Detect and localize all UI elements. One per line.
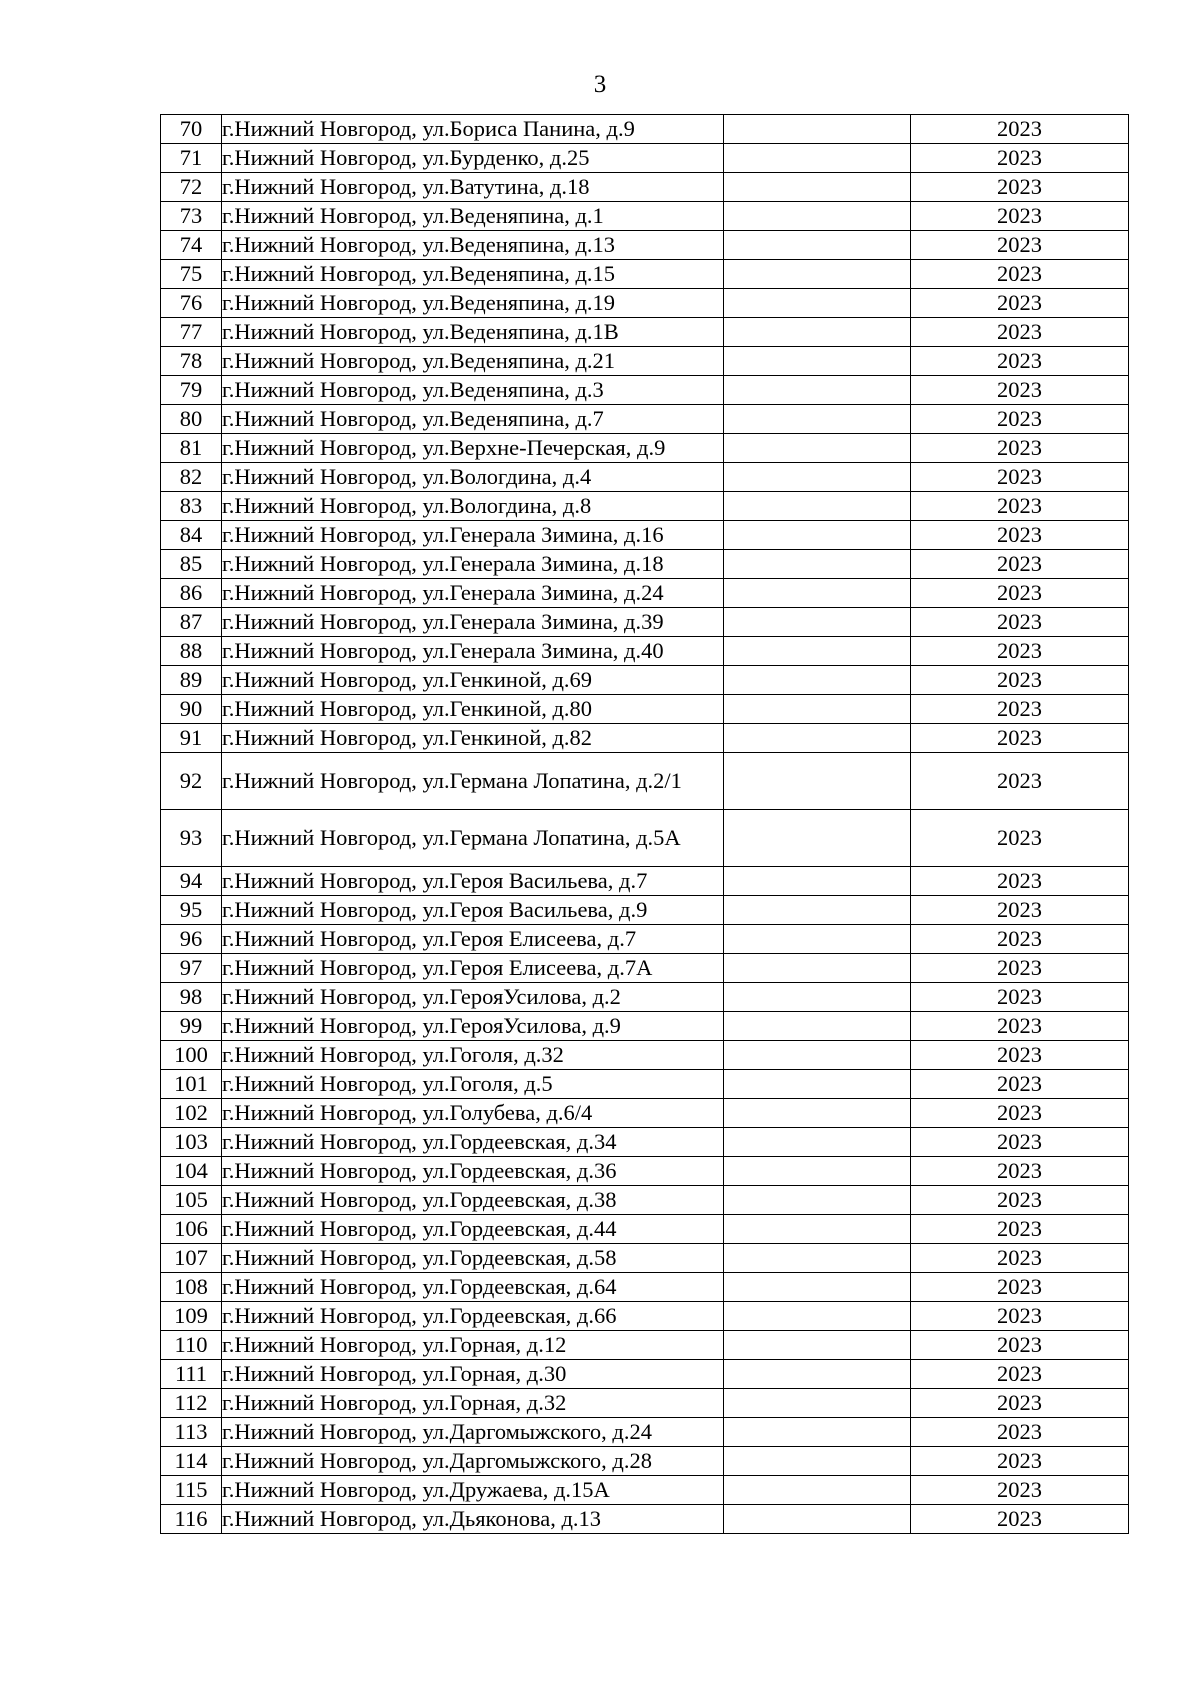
row-year: 2023 xyxy=(911,376,1129,405)
row-number: 90 xyxy=(161,695,222,724)
row-empty-cell xyxy=(724,896,911,925)
row-address: г.Нижний Новгород, ул.Гордеевская, д.36 xyxy=(222,1157,724,1186)
row-year: 2023 xyxy=(911,347,1129,376)
row-empty-cell xyxy=(724,1041,911,1070)
row-number: 93 xyxy=(161,810,222,867)
row-address: г.Нижний Новгород, ул.Генерала Зимина, д.24 xyxy=(222,579,724,608)
row-address: г.Нижний Новгород, ул.Веденяпина, д.19 xyxy=(222,289,724,318)
row-number: 92 xyxy=(161,753,222,810)
row-number: 73 xyxy=(161,202,222,231)
table-row xyxy=(161,231,1129,260)
row-address: г.Нижний Новгород, ул.Германа Лопатина, д.2/1 xyxy=(222,753,724,810)
table-row xyxy=(161,1070,1129,1099)
table-row xyxy=(161,1505,1129,1534)
row-year: 2023 xyxy=(911,1302,1129,1331)
row-year: 2023 xyxy=(911,1505,1129,1534)
table-row xyxy=(161,1012,1129,1041)
row-number: 111 xyxy=(161,1360,222,1389)
table-row xyxy=(161,896,1129,925)
row-empty-cell xyxy=(724,724,911,753)
row-address: г.Нижний Новгород, ул.Бурденко, д.25 xyxy=(222,144,724,173)
table-row xyxy=(161,925,1129,954)
table-row xyxy=(161,983,1129,1012)
table-body xyxy=(161,115,1129,1534)
row-address: г.Нижний Новгород, ул.Даргомыжского, д.24 xyxy=(222,1418,724,1447)
row-empty-cell xyxy=(724,521,911,550)
row-year: 2023 xyxy=(911,434,1129,463)
row-year: 2023 xyxy=(911,608,1129,637)
row-number: 76 xyxy=(161,289,222,318)
table-row xyxy=(161,1331,1129,1360)
row-empty-cell xyxy=(724,550,911,579)
row-number: 114 xyxy=(161,1447,222,1476)
row-address: г.Нижний Новгород, ул.Верхне-Печерская, д.9 xyxy=(222,434,724,463)
row-number: 82 xyxy=(161,463,222,492)
row-empty-cell xyxy=(724,1128,911,1157)
table-row xyxy=(161,954,1129,983)
table-row xyxy=(161,1476,1129,1505)
row-year: 2023 xyxy=(911,202,1129,231)
row-year: 2023 xyxy=(911,1070,1129,1099)
row-empty-cell xyxy=(724,983,911,1012)
row-address: г.Нижний Новгород, ул.Гордеевская, д.38 xyxy=(222,1186,724,1215)
row-number: 86 xyxy=(161,579,222,608)
row-empty-cell xyxy=(724,1186,911,1215)
row-empty-cell xyxy=(724,289,911,318)
row-number: 96 xyxy=(161,925,222,954)
row-empty-cell xyxy=(724,115,911,144)
row-empty-cell xyxy=(724,173,911,202)
row-empty-cell xyxy=(724,954,911,983)
row-year: 2023 xyxy=(911,463,1129,492)
row-number: 102 xyxy=(161,1099,222,1128)
row-number: 98 xyxy=(161,983,222,1012)
row-year: 2023 xyxy=(911,637,1129,666)
row-address: г.Нижний Новгород, ул.Героя Васильева, д.9 xyxy=(222,896,724,925)
row-empty-cell xyxy=(724,1215,911,1244)
row-address: г.Нижний Новгород, ул.Генерала Зимина, д.16 xyxy=(222,521,724,550)
row-empty-cell xyxy=(724,144,911,173)
row-empty-cell xyxy=(724,1447,911,1476)
row-number: 84 xyxy=(161,521,222,550)
row-number: 104 xyxy=(161,1157,222,1186)
row-number: 79 xyxy=(161,376,222,405)
row-year: 2023 xyxy=(911,695,1129,724)
row-empty-cell xyxy=(724,463,911,492)
row-number: 112 xyxy=(161,1389,222,1418)
row-number: 71 xyxy=(161,144,222,173)
table-row xyxy=(161,173,1129,202)
row-empty-cell xyxy=(724,695,911,724)
row-empty-cell xyxy=(724,492,911,521)
row-address: г.Нижний Новгород, ул.ГерояУсилова, д.9 xyxy=(222,1012,724,1041)
page-number: 3 xyxy=(593,71,607,98)
row-address: г.Нижний Новгород, ул.Дружаева, д.15А xyxy=(222,1476,724,1505)
row-number: 100 xyxy=(161,1041,222,1070)
row-address: г.Нижний Новгород, ул.Ватутина, д.18 xyxy=(222,173,724,202)
row-address: г.Нижний Новгород, ул.Героя Васильева, д.7 xyxy=(222,867,724,896)
row-year: 2023 xyxy=(911,1273,1129,1302)
row-year: 2023 xyxy=(911,1476,1129,1505)
row-year: 2023 xyxy=(911,896,1129,925)
row-year: 2023 xyxy=(911,810,1129,867)
row-year: 2023 xyxy=(911,492,1129,521)
row-number: 108 xyxy=(161,1273,222,1302)
row-year: 2023 xyxy=(911,260,1129,289)
row-empty-cell xyxy=(724,1331,911,1360)
row-number: 83 xyxy=(161,492,222,521)
row-year: 2023 xyxy=(911,115,1129,144)
row-year: 2023 xyxy=(911,405,1129,434)
table-row xyxy=(161,695,1129,724)
table-row xyxy=(161,1128,1129,1157)
row-empty-cell xyxy=(724,637,911,666)
row-empty-cell xyxy=(724,1476,911,1505)
row-number: 103 xyxy=(161,1128,222,1157)
table-row xyxy=(161,521,1129,550)
row-year: 2023 xyxy=(911,753,1129,810)
row-empty-cell xyxy=(724,810,911,867)
row-empty-cell xyxy=(724,405,911,434)
row-year: 2023 xyxy=(911,1418,1129,1447)
row-address: г.Нижний Новгород, ул.Голубева, д.6/4 xyxy=(222,1099,724,1128)
row-empty-cell xyxy=(724,666,911,695)
row-number: 78 xyxy=(161,347,222,376)
row-address: г.Нижний Новгород, ул.Вологдина, д.8 xyxy=(222,492,724,521)
row-address: г.Нижний Новгород, ул.Веденяпина, д.13 xyxy=(222,231,724,260)
row-year: 2023 xyxy=(911,724,1129,753)
row-year: 2023 xyxy=(911,1331,1129,1360)
table-row xyxy=(161,405,1129,434)
row-number: 91 xyxy=(161,724,222,753)
row-empty-cell xyxy=(724,1389,911,1418)
table-row xyxy=(161,867,1129,896)
row-address: г.Нижний Новгород, ул.Вологдина, д.4 xyxy=(222,463,724,492)
row-number: 95 xyxy=(161,896,222,925)
row-number: 116 xyxy=(161,1505,222,1534)
row-empty-cell xyxy=(724,1360,911,1389)
row-number: 107 xyxy=(161,1244,222,1273)
table-row xyxy=(161,1186,1129,1215)
row-address: г.Нижний Новгород, ул.Гоголя, д.5 xyxy=(222,1070,724,1099)
row-year: 2023 xyxy=(911,1447,1129,1476)
row-address: г.Нижний Новгород, ул.Веденяпина, д.1В xyxy=(222,318,724,347)
table-row xyxy=(161,1157,1129,1186)
row-number: 74 xyxy=(161,231,222,260)
row-address: г.Нижний Новгород, ул.Германа Лопатина, д.5А xyxy=(222,810,724,867)
row-year: 2023 xyxy=(911,1099,1129,1128)
row-address: г.Нижний Новгород, ул.Горная, д.12 xyxy=(222,1331,724,1360)
row-address: г.Нижний Новгород, ул.Героя Елисеева, д.7А xyxy=(222,954,724,983)
row-empty-cell xyxy=(724,867,911,896)
table-row xyxy=(161,1360,1129,1389)
row-empty-cell xyxy=(724,1505,911,1534)
row-year: 2023 xyxy=(911,666,1129,695)
table-row xyxy=(161,1302,1129,1331)
table-row xyxy=(161,1099,1129,1128)
row-year: 2023 xyxy=(911,1041,1129,1070)
row-address: г.Нижний Новгород, ул.Дьяконова, д.13 xyxy=(222,1505,724,1534)
table-row xyxy=(161,289,1129,318)
row-year: 2023 xyxy=(911,1186,1129,1215)
row-number: 110 xyxy=(161,1331,222,1360)
row-number: 99 xyxy=(161,1012,222,1041)
row-year: 2023 xyxy=(911,521,1129,550)
table-row xyxy=(161,1215,1129,1244)
table-row xyxy=(161,434,1129,463)
row-number: 105 xyxy=(161,1186,222,1215)
row-year: 2023 xyxy=(911,1012,1129,1041)
table-row xyxy=(161,144,1129,173)
row-year: 2023 xyxy=(911,550,1129,579)
row-empty-cell xyxy=(724,434,911,463)
table-row xyxy=(161,666,1129,695)
table-row xyxy=(161,1041,1129,1070)
row-empty-cell xyxy=(724,608,911,637)
row-empty-cell xyxy=(724,579,911,608)
row-empty-cell xyxy=(724,1099,911,1128)
row-address: г.Нижний Новгород, ул.Гордеевская, д.34 xyxy=(222,1128,724,1157)
row-empty-cell xyxy=(724,260,911,289)
row-year: 2023 xyxy=(911,318,1129,347)
row-empty-cell xyxy=(724,347,911,376)
table-row xyxy=(161,1447,1129,1476)
table-row xyxy=(161,724,1129,753)
row-number: 113 xyxy=(161,1418,222,1447)
row-address: г.Нижний Новгород, ул.Генкиной, д.82 xyxy=(222,724,724,753)
row-number: 97 xyxy=(161,954,222,983)
row-empty-cell xyxy=(724,1302,911,1331)
row-address: г.Нижний Новгород, ул.Генкиной, д.69 xyxy=(222,666,724,695)
table-row xyxy=(161,579,1129,608)
row-year: 2023 xyxy=(911,1389,1129,1418)
row-year: 2023 xyxy=(911,173,1129,202)
row-year: 2023 xyxy=(911,289,1129,318)
table-row xyxy=(161,463,1129,492)
row-address: г.Нижний Новгород, ул.Веденяпина, д.15 xyxy=(222,260,724,289)
row-empty-cell xyxy=(724,1244,911,1273)
row-address: г.Нижний Новгород, ул.Веденяпина, д.1 xyxy=(222,202,724,231)
row-address: г.Нижний Новгород, ул.Горная, д.32 xyxy=(222,1389,724,1418)
row-year: 2023 xyxy=(911,579,1129,608)
row-empty-cell xyxy=(724,231,911,260)
row-empty-cell xyxy=(724,376,911,405)
row-address: г.Нижний Новгород, ул.Гордеевская, д.64 xyxy=(222,1273,724,1302)
row-address: г.Нижний Новгород, ул.ГерояУсилова, д.2 xyxy=(222,983,724,1012)
table-row xyxy=(161,550,1129,579)
row-empty-cell xyxy=(724,1418,911,1447)
row-address: г.Нижний Новгород, ул.Генерала Зимина, д.39 xyxy=(222,608,724,637)
row-year: 2023 xyxy=(911,1215,1129,1244)
row-year: 2023 xyxy=(911,867,1129,896)
row-year: 2023 xyxy=(911,1360,1129,1389)
row-number: 72 xyxy=(161,173,222,202)
row-number: 109 xyxy=(161,1302,222,1331)
table-row xyxy=(161,347,1129,376)
table-row xyxy=(161,1273,1129,1302)
row-year: 2023 xyxy=(911,925,1129,954)
row-number: 85 xyxy=(161,550,222,579)
row-year: 2023 xyxy=(911,1244,1129,1273)
row-empty-cell xyxy=(724,1273,911,1302)
table-row xyxy=(161,1389,1129,1418)
table-row xyxy=(161,318,1129,347)
table-row xyxy=(161,260,1129,289)
table-row xyxy=(161,492,1129,521)
address-table xyxy=(160,114,1129,1534)
row-year: 2023 xyxy=(911,144,1129,173)
table-row xyxy=(161,608,1129,637)
row-address: г.Нижний Новгород, ул.Героя Елисеева, д.7 xyxy=(222,925,724,954)
row-address: г.Нижний Новгород, ул.Генкиной, д.80 xyxy=(222,695,724,724)
row-address: г.Нижний Новгород, ул.Гоголя, д.32 xyxy=(222,1041,724,1070)
row-address: г.Нижний Новгород, ул.Генерала Зимина, д.40 xyxy=(222,637,724,666)
row-empty-cell xyxy=(724,1157,911,1186)
row-empty-cell xyxy=(724,318,911,347)
row-address: г.Нижний Новгород, ул.Веденяпина, д.7 xyxy=(222,405,724,434)
row-empty-cell xyxy=(724,1070,911,1099)
row-address: г.Нижний Новгород, ул.Даргомыжского, д.28 xyxy=(222,1447,724,1476)
row-address: г.Нижний Новгород, ул.Гордеевская, д.44 xyxy=(222,1215,724,1244)
row-number: 89 xyxy=(161,666,222,695)
row-number: 80 xyxy=(161,405,222,434)
row-empty-cell xyxy=(724,202,911,231)
row-year: 2023 xyxy=(911,1128,1129,1157)
row-number: 70 xyxy=(161,115,222,144)
row-year: 2023 xyxy=(911,983,1129,1012)
row-number: 101 xyxy=(161,1070,222,1099)
row-empty-cell xyxy=(724,753,911,810)
row-number: 88 xyxy=(161,637,222,666)
row-empty-cell xyxy=(724,1012,911,1041)
row-number: 94 xyxy=(161,867,222,896)
row-number: 115 xyxy=(161,1476,222,1505)
table-row xyxy=(161,202,1129,231)
row-empty-cell xyxy=(724,925,911,954)
row-number: 87 xyxy=(161,608,222,637)
row-address: г.Нижний Новгород, ул.Веденяпина, д.21 xyxy=(222,347,724,376)
table-row xyxy=(161,810,1129,867)
row-number: 75 xyxy=(161,260,222,289)
row-address: г.Нижний Новгород, ул.Гордеевская, д.58 xyxy=(222,1244,724,1273)
row-year: 2023 xyxy=(911,231,1129,260)
table-row xyxy=(161,1418,1129,1447)
table-row xyxy=(161,753,1129,810)
row-year: 2023 xyxy=(911,954,1129,983)
row-number: 77 xyxy=(161,318,222,347)
table-row xyxy=(161,637,1129,666)
row-address: г.Нижний Новгород, ул.Гордеевская, д.66 xyxy=(222,1302,724,1331)
row-address: г.Нижний Новгород, ул.Веденяпина, д.3 xyxy=(222,376,724,405)
table-row xyxy=(161,1244,1129,1273)
row-address: г.Нижний Новгород, ул.Горная, д.30 xyxy=(222,1360,724,1389)
row-number: 106 xyxy=(161,1215,222,1244)
table-row xyxy=(161,376,1129,405)
row-address: г.Нижний Новгород, ул.Бориса Панина, д.9 xyxy=(222,115,724,144)
row-year: 2023 xyxy=(911,1157,1129,1186)
row-address: г.Нижний Новгород, ул.Генерала Зимина, д.18 xyxy=(222,550,724,579)
table-row xyxy=(161,115,1129,144)
row-number: 81 xyxy=(161,434,222,463)
